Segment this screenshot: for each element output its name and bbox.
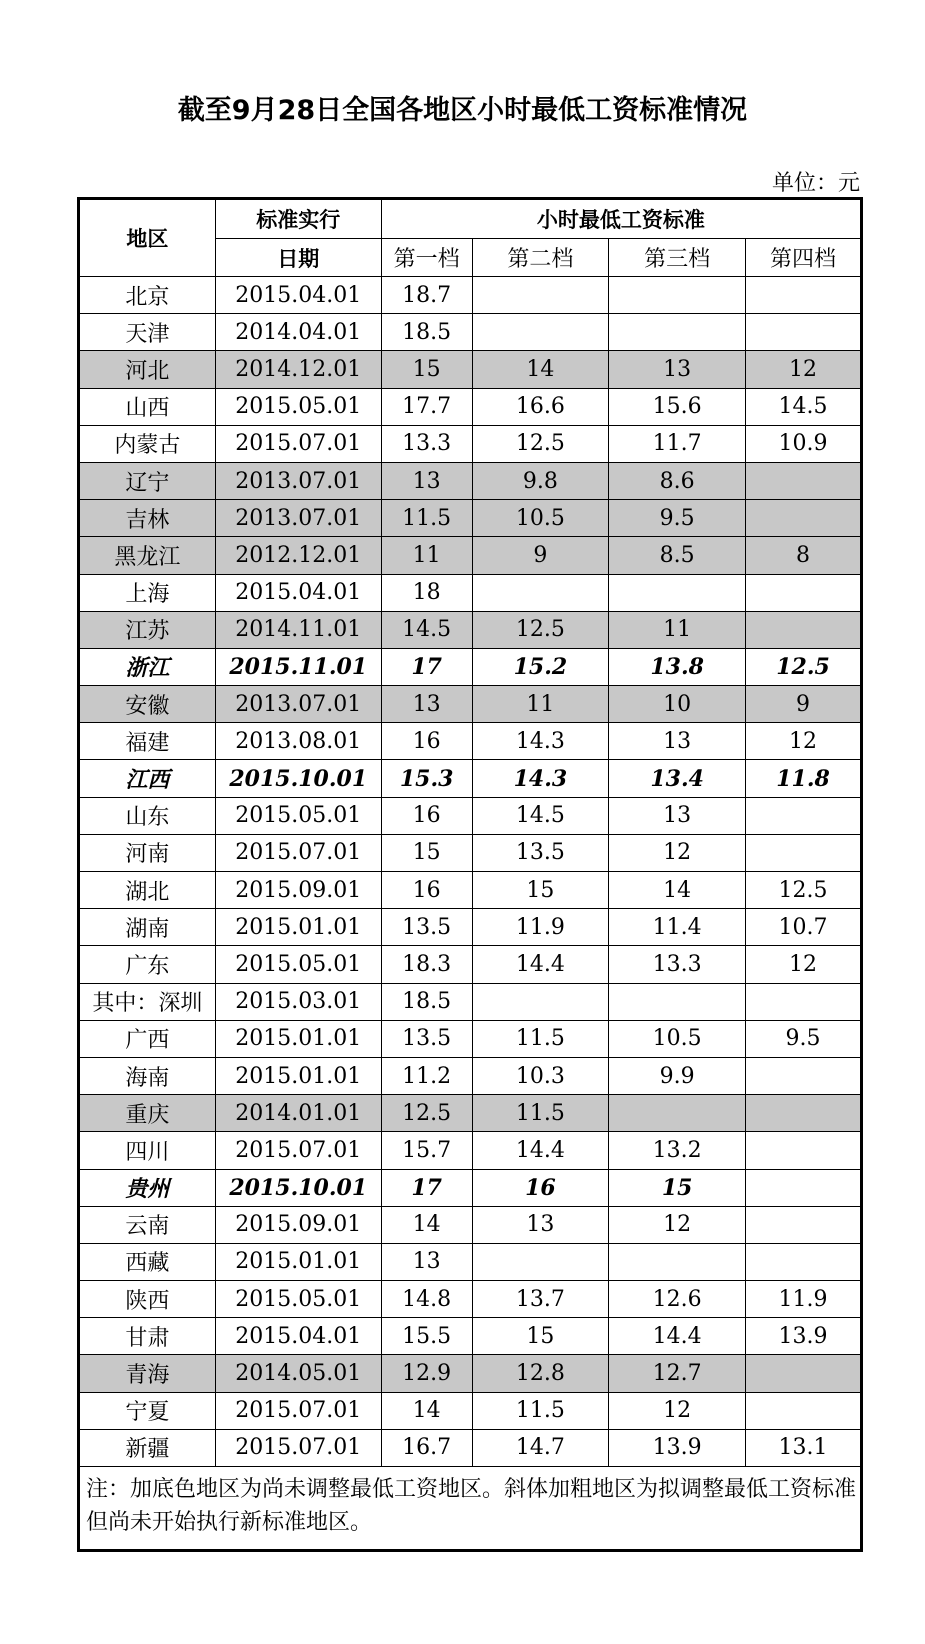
cell-date: 2015.05.01 xyxy=(215,797,381,834)
cell-region: 山西 xyxy=(79,388,216,425)
cell-tier-2: 13 xyxy=(472,1206,609,1243)
cell-tier-4: 12 xyxy=(746,351,862,388)
table-row xyxy=(79,648,862,685)
cell-tier-2: 14.5 xyxy=(472,797,609,834)
cell-region: 河北 xyxy=(79,351,216,388)
table-row xyxy=(79,760,862,797)
cell-tier-4 xyxy=(746,611,862,648)
cell-tier-4 xyxy=(746,1392,862,1429)
cell-tier-3: 13 xyxy=(609,351,746,388)
table-row xyxy=(79,500,862,537)
cell-tier-1: 14.5 xyxy=(381,611,472,648)
cell-tier-3: 9.5 xyxy=(609,500,746,537)
cell-tier-1: 16 xyxy=(381,723,472,760)
cell-tier-2: 10.5 xyxy=(472,500,609,537)
cell-tier-2: 9.8 xyxy=(472,462,609,499)
cell-tier-1: 13.5 xyxy=(381,909,472,946)
header-row-1 xyxy=(79,199,862,239)
header-tier-2: 第二档 xyxy=(472,239,609,277)
cell-tier-1: 16 xyxy=(381,872,472,909)
cell-tier-2: 12.5 xyxy=(472,425,609,462)
cell-region: 福建 xyxy=(79,723,216,760)
cell-tier-1: 13.3 xyxy=(381,425,472,462)
cell-date: 2015.07.01 xyxy=(215,1392,381,1429)
cell-tier-2: 16.6 xyxy=(472,388,609,425)
table-row xyxy=(79,1392,862,1429)
table-row xyxy=(79,946,862,983)
cell-tier-2: 9 xyxy=(472,537,609,574)
cell-tier-4 xyxy=(746,983,862,1020)
table-row xyxy=(79,686,862,723)
cell-region: 青海 xyxy=(79,1355,216,1392)
cell-tier-3 xyxy=(609,1095,746,1132)
cell-date: 2015.01.01 xyxy=(215,909,381,946)
cell-region: 甘肃 xyxy=(79,1318,216,1355)
cell-region: 新疆 xyxy=(79,1429,216,1466)
table-row xyxy=(79,1132,862,1169)
cell-tier-4 xyxy=(746,462,862,499)
table-row xyxy=(79,277,862,314)
cell-tier-3: 15 xyxy=(609,1169,746,1206)
cell-tier-1: 15.7 xyxy=(381,1132,472,1169)
cell-tier-4: 12 xyxy=(746,946,862,983)
cell-date: 2015.10.01 xyxy=(215,760,381,797)
table-row xyxy=(79,1020,862,1057)
cell-tier-2: 14 xyxy=(472,351,609,388)
cell-tier-3: 13.4 xyxy=(609,760,746,797)
cell-tier-2: 16 xyxy=(472,1169,609,1206)
table-row xyxy=(79,351,862,388)
table-row xyxy=(79,834,862,871)
table-row xyxy=(79,1243,862,1280)
cell-tier-1: 14.8 xyxy=(381,1281,472,1318)
table-row xyxy=(79,462,862,499)
table-row xyxy=(79,723,862,760)
cell-tier-2: 14.7 xyxy=(472,1429,609,1466)
header-tier-4: 第四档 xyxy=(746,239,862,277)
cell-tier-1: 18.5 xyxy=(381,314,472,351)
cell-region: 浙江 xyxy=(79,648,216,685)
cell-date: 2014.11.01 xyxy=(215,611,381,648)
table-row xyxy=(79,388,862,425)
cell-tier-3: 13.8 xyxy=(609,648,746,685)
table-body xyxy=(79,277,862,1467)
cell-tier-3 xyxy=(609,277,746,314)
cell-tier-4: 8 xyxy=(746,537,862,574)
cell-region: 海南 xyxy=(79,1057,216,1094)
cell-tier-2 xyxy=(472,574,609,611)
cell-region: 广西 xyxy=(79,1020,216,1057)
table-row xyxy=(79,1429,862,1466)
cell-tier-1: 16.7 xyxy=(381,1429,472,1466)
cell-tier-4: 13.1 xyxy=(746,1429,862,1466)
cell-tier-2: 15.2 xyxy=(472,648,609,685)
cell-tier-4: 10.9 xyxy=(746,425,862,462)
header-region: 地区 xyxy=(79,199,216,277)
cell-date: 2013.07.01 xyxy=(215,462,381,499)
cell-tier-2: 14.4 xyxy=(472,946,609,983)
cell-date: 2015.03.01 xyxy=(215,983,381,1020)
cell-date: 2013.08.01 xyxy=(215,723,381,760)
cell-tier-2: 14.3 xyxy=(472,723,609,760)
cell-date: 2015.04.01 xyxy=(215,277,381,314)
cell-region: 湖南 xyxy=(79,909,216,946)
cell-region: 内蒙古 xyxy=(79,425,216,462)
note-row xyxy=(79,1467,862,1551)
cell-tier-1: 13 xyxy=(381,686,472,723)
cell-tier-4: 10.7 xyxy=(746,909,862,946)
cell-tier-4: 9.5 xyxy=(746,1020,862,1057)
cell-tier-4 xyxy=(746,574,862,611)
cell-date: 2015.05.01 xyxy=(215,946,381,983)
cell-region: 天津 xyxy=(79,314,216,351)
cell-date: 2015.04.01 xyxy=(215,574,381,611)
header-date-line2: 日期 xyxy=(215,239,381,277)
cell-date: 2015.07.01 xyxy=(215,425,381,462)
cell-tier-3: 11 xyxy=(609,611,746,648)
cell-date: 2015.07.01 xyxy=(215,1429,381,1466)
cell-tier-2: 13.7 xyxy=(472,1281,609,1318)
cell-tier-2: 15 xyxy=(472,872,609,909)
table-row xyxy=(79,872,862,909)
cell-region: 黑龙江 xyxy=(79,537,216,574)
cell-tier-2: 14.3 xyxy=(472,760,609,797)
cell-tier-1: 15.3 xyxy=(381,760,472,797)
table-row xyxy=(79,314,862,351)
cell-date: 2014.01.01 xyxy=(215,1095,381,1132)
header-tier-1: 第一档 xyxy=(381,239,472,277)
table-row xyxy=(79,1057,862,1094)
cell-region: 吉林 xyxy=(79,500,216,537)
wage-table xyxy=(77,197,863,1552)
cell-tier-3: 14 xyxy=(609,872,746,909)
cell-tier-3: 13 xyxy=(609,797,746,834)
cell-tier-4 xyxy=(746,797,862,834)
cell-date: 2013.07.01 xyxy=(215,686,381,723)
table-row xyxy=(79,611,862,648)
cell-tier-2: 12.5 xyxy=(472,611,609,648)
cell-region: 陕西 xyxy=(79,1281,216,1318)
cell-tier-4: 11.9 xyxy=(746,1281,862,1318)
cell-tier-4: 12.5 xyxy=(746,872,862,909)
cell-date: 2015.09.01 xyxy=(215,1206,381,1243)
cell-region: 江苏 xyxy=(79,611,216,648)
table-row xyxy=(79,537,862,574)
cell-tier-4 xyxy=(746,314,862,351)
cell-tier-4: 9 xyxy=(746,686,862,723)
cell-tier-3: 12 xyxy=(609,1206,746,1243)
cell-tier-3: 10.5 xyxy=(609,1020,746,1057)
cell-tier-3: 12 xyxy=(609,1392,746,1429)
cell-tier-2: 14.4 xyxy=(472,1132,609,1169)
cell-tier-1: 15 xyxy=(381,834,472,871)
cell-tier-2: 10.3 xyxy=(472,1057,609,1094)
cell-tier-4: 12 xyxy=(746,723,862,760)
cell-tier-3: 11.7 xyxy=(609,425,746,462)
cell-region: 宁夏 xyxy=(79,1392,216,1429)
cell-region: 广东 xyxy=(79,946,216,983)
cell-tier-3: 15.6 xyxy=(609,388,746,425)
table-row xyxy=(79,1355,862,1392)
cell-tier-3 xyxy=(609,1243,746,1280)
cell-date: 2015.09.01 xyxy=(215,872,381,909)
table-row xyxy=(79,425,862,462)
cell-tier-1: 13 xyxy=(381,462,472,499)
cell-region: 山东 xyxy=(79,797,216,834)
cell-region: 安徽 xyxy=(79,686,216,723)
cell-region: 江西 xyxy=(79,760,216,797)
cell-date: 2014.04.01 xyxy=(215,314,381,351)
header-date-line1: 标准实行 xyxy=(215,199,381,239)
table-row xyxy=(79,797,862,834)
cell-tier-4 xyxy=(746,1243,862,1280)
cell-tier-2 xyxy=(472,314,609,351)
cell-date: 2015.05.01 xyxy=(215,388,381,425)
table-row xyxy=(79,1281,862,1318)
cell-tier-3: 9.9 xyxy=(609,1057,746,1094)
cell-tier-2 xyxy=(472,277,609,314)
cell-date: 2015.07.01 xyxy=(215,834,381,871)
cell-region: 重庆 xyxy=(79,1095,216,1132)
cell-tier-1: 11.2 xyxy=(381,1057,472,1094)
cell-tier-3: 11.4 xyxy=(609,909,746,946)
cell-tier-1: 16 xyxy=(381,797,472,834)
cell-tier-1: 14 xyxy=(381,1392,472,1429)
cell-tier-4: 14.5 xyxy=(746,388,862,425)
cell-tier-3: 13 xyxy=(609,723,746,760)
cell-tier-3: 12 xyxy=(609,834,746,871)
cell-tier-1: 11 xyxy=(381,537,472,574)
cell-tier-3 xyxy=(609,574,746,611)
cell-date: 2015.10.01 xyxy=(215,1169,381,1206)
table-row xyxy=(79,1095,862,1132)
cell-tier-4: 12.5 xyxy=(746,648,862,685)
cell-tier-1: 15 xyxy=(381,351,472,388)
cell-tier-3: 13.2 xyxy=(609,1132,746,1169)
cell-region: 湖北 xyxy=(79,872,216,909)
cell-tier-4: 11.8 xyxy=(746,760,862,797)
table-note: 注：加底色地区为尚未调整最低工资地区。斜体加粗地区为拟调整最低工资标准但尚未开始执行新标准地区。 xyxy=(79,1467,862,1551)
table-row xyxy=(79,983,862,1020)
cell-tier-2: 13.5 xyxy=(472,834,609,871)
cell-tier-4 xyxy=(746,277,862,314)
cell-tier-4 xyxy=(746,834,862,871)
table-row xyxy=(79,574,862,611)
cell-tier-3: 13.3 xyxy=(609,946,746,983)
cell-tier-3: 12.6 xyxy=(609,1281,746,1318)
cell-tier-3: 8.6 xyxy=(609,462,746,499)
cell-date: 2012.12.01 xyxy=(215,537,381,574)
cell-tier-2: 15 xyxy=(472,1318,609,1355)
cell-tier-1: 18.5 xyxy=(381,983,472,1020)
cell-tier-2: 11.5 xyxy=(472,1392,609,1429)
cell-region: 辽宁 xyxy=(79,462,216,499)
cell-date: 2015.01.01 xyxy=(215,1057,381,1094)
cell-date: 2015.05.01 xyxy=(215,1281,381,1318)
cell-tier-1: 15.5 xyxy=(381,1318,472,1355)
cell-tier-1: 18 xyxy=(381,574,472,611)
cell-region: 其中：深圳 xyxy=(79,983,216,1020)
cell-region: 四川 xyxy=(79,1132,216,1169)
cell-region: 河南 xyxy=(79,834,216,871)
cell-tier-1: 13 xyxy=(381,1243,472,1280)
cell-tier-1: 18.3 xyxy=(381,946,472,983)
cell-tier-4 xyxy=(746,500,862,537)
cell-tier-1: 14 xyxy=(381,1206,472,1243)
cell-date: 2015.07.01 xyxy=(215,1132,381,1169)
table-row xyxy=(79,1318,862,1355)
page-title: 截至9月28日全国各地区小时最低工资标准情况 xyxy=(177,95,748,126)
cell-region: 西藏 xyxy=(79,1243,216,1280)
cell-tier-1: 13.5 xyxy=(381,1020,472,1057)
table-row xyxy=(79,1206,862,1243)
cell-tier-1: 18.7 xyxy=(381,277,472,314)
cell-date: 2015.11.01 xyxy=(215,648,381,685)
cell-tier-3: 8.5 xyxy=(609,537,746,574)
header-tier-3: 第三档 xyxy=(609,239,746,277)
cell-date: 2015.01.01 xyxy=(215,1243,381,1280)
cell-tier-1: 17.7 xyxy=(381,388,472,425)
cell-region: 云南 xyxy=(79,1206,216,1243)
cell-tier-3: 13.9 xyxy=(609,1429,746,1466)
cell-tier-2 xyxy=(472,983,609,1020)
cell-date: 2015.04.01 xyxy=(215,1318,381,1355)
unit-label: 单位：元 xyxy=(771,171,860,196)
cell-tier-3: 12.7 xyxy=(609,1355,746,1392)
cell-tier-1: 17 xyxy=(381,1169,472,1206)
cell-tier-1: 11.5 xyxy=(381,500,472,537)
table-row xyxy=(79,1169,862,1206)
cell-date: 2014.12.01 xyxy=(215,351,381,388)
cell-tier-4: 13.9 xyxy=(746,1318,862,1355)
cell-date: 2013.07.01 xyxy=(215,500,381,537)
cell-tier-1: 12.5 xyxy=(381,1095,472,1132)
cell-tier-4 xyxy=(746,1206,862,1243)
cell-tier-4 xyxy=(746,1355,862,1392)
cell-tier-2: 11.5 xyxy=(472,1020,609,1057)
cell-region: 北京 xyxy=(79,277,216,314)
cell-tier-2: 12.8 xyxy=(472,1355,609,1392)
header-standard-group: 小时最低工资标准 xyxy=(381,199,861,239)
cell-tier-1: 17 xyxy=(381,648,472,685)
cell-tier-2 xyxy=(472,1243,609,1280)
cell-tier-4 xyxy=(746,1095,862,1132)
cell-tier-3: 10 xyxy=(609,686,746,723)
cell-tier-3 xyxy=(609,983,746,1020)
cell-tier-4 xyxy=(746,1057,862,1094)
cell-tier-2: 11.9 xyxy=(472,909,609,946)
table-row xyxy=(79,909,862,946)
cell-tier-3: 14.4 xyxy=(609,1318,746,1355)
cell-date: 2015.01.01 xyxy=(215,1020,381,1057)
cell-region: 贵州 xyxy=(79,1169,216,1206)
cell-region: 上海 xyxy=(79,574,216,611)
cell-tier-1: 12.9 xyxy=(381,1355,472,1392)
cell-date: 2014.05.01 xyxy=(215,1355,381,1392)
cell-tier-4 xyxy=(746,1169,862,1206)
cell-tier-2: 11.5 xyxy=(472,1095,609,1132)
cell-tier-2: 11 xyxy=(472,686,609,723)
cell-tier-3 xyxy=(609,314,746,351)
cell-tier-4 xyxy=(746,1132,862,1169)
